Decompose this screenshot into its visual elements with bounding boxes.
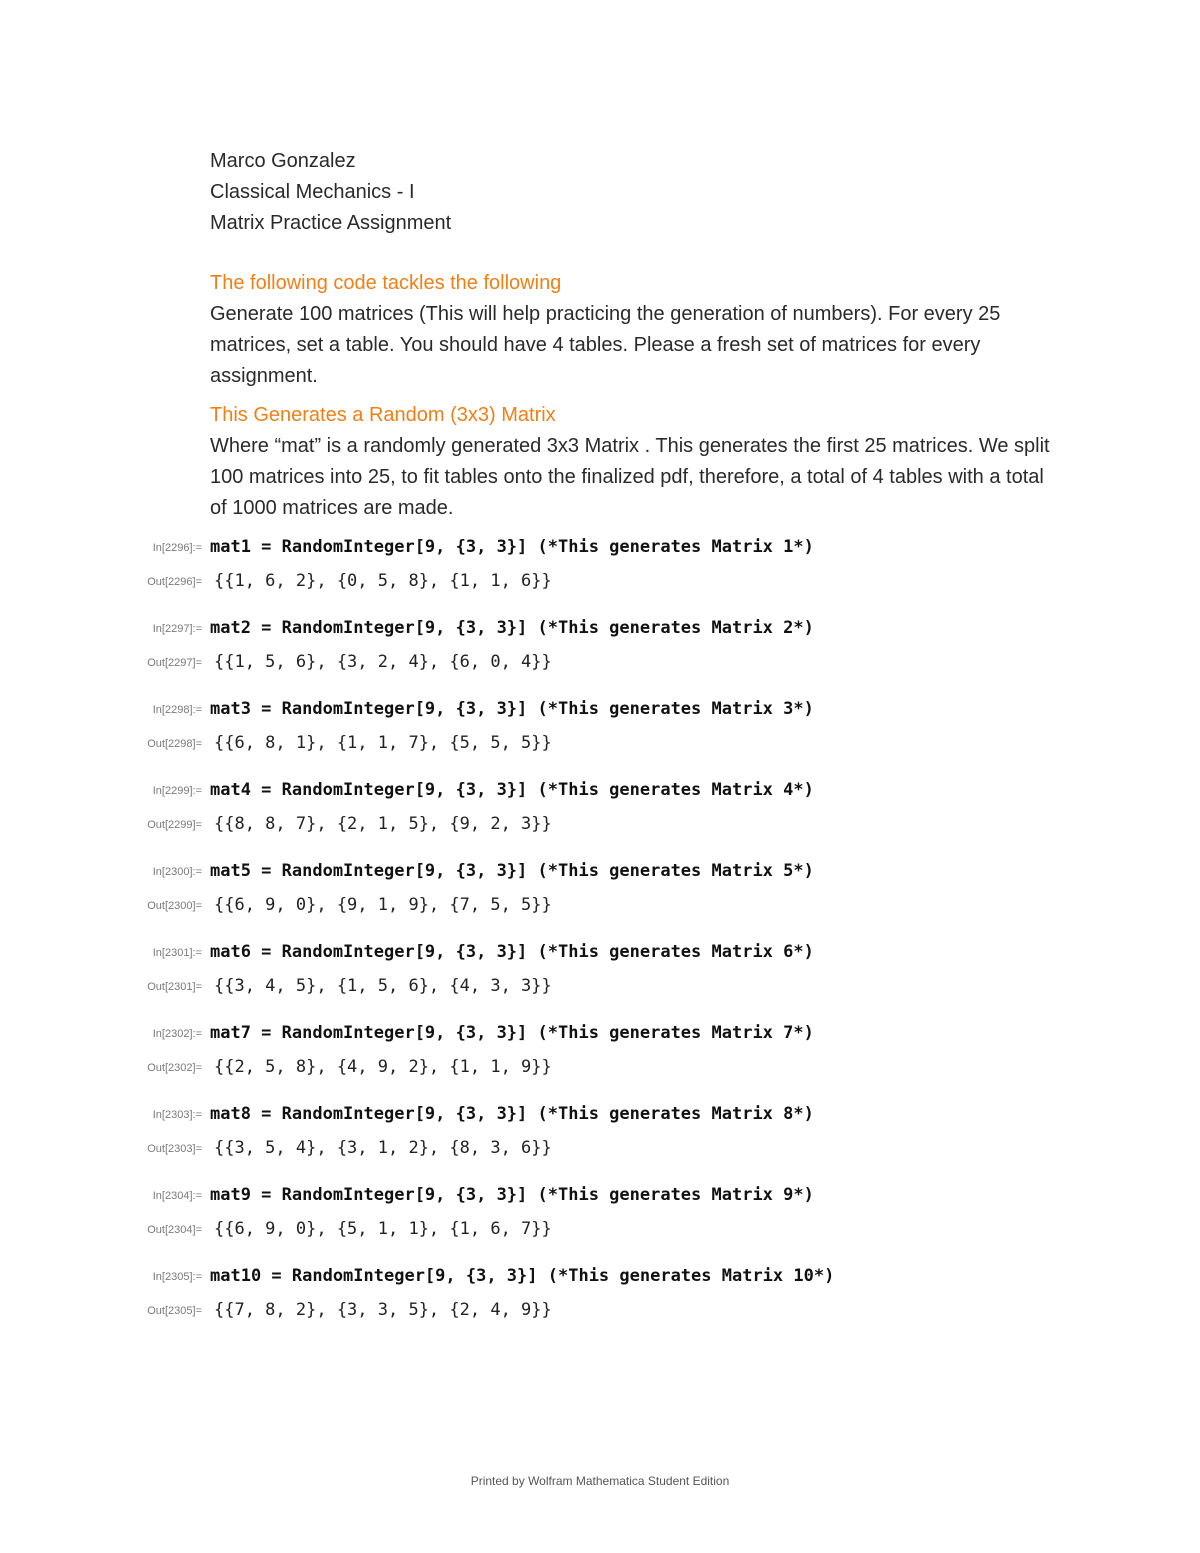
- print-footer: Printed by Wolfram Mathematica Student Edition: [470, 1474, 730, 1488]
- output-cell: [0, 1053, 1200, 1087]
- output-label: Out[2300]=: [147, 900, 202, 912]
- output-matrix: {{1, 5, 6}, {3, 2, 4}, {6, 0, 4}}: [214, 652, 552, 672]
- output-matrix: {{6, 9, 0}, {5, 1, 1}, {1, 6, 7}}: [214, 1219, 552, 1239]
- section-title-task: The following code tackles the following: [210, 272, 562, 294]
- input-cell[interactable]: [0, 1262, 1200, 1296]
- input-code[interactable]: mat5 = RandomInteger[9, {3, 3}] (*This generates Matrix 5*): [210, 861, 814, 881]
- input-code[interactable]: mat9 = RandomInteger[9, {3, 3}] (*This generates Matrix 9*): [210, 1185, 814, 1205]
- output-matrix: {{3, 4, 5}, {1, 5, 6}, {4, 3, 3}}: [214, 976, 552, 996]
- output-label: Out[2303]=: [147, 1143, 202, 1155]
- input-label: In[2297]:=: [152, 623, 202, 635]
- output-label: Out[2299]=: [147, 819, 202, 831]
- input-label: In[2304]:=: [152, 1190, 202, 1202]
- output-matrix: {{8, 8, 7}, {2, 1, 5}, {9, 2, 3}}: [214, 814, 552, 834]
- input-label: In[2300]:=: [152, 866, 202, 878]
- input-code[interactable]: mat3 = RandomInteger[9, {3, 3}] (*This generates Matrix 3*): [210, 699, 814, 719]
- input-cell[interactable]: [0, 938, 1200, 972]
- output-cell: [0, 1296, 1200, 1330]
- output-cell: [0, 1215, 1200, 1249]
- output-label: Out[2296]=: [147, 576, 202, 588]
- output-cell: [0, 648, 1200, 682]
- output-matrix: {{6, 9, 0}, {9, 1, 9}, {7, 5, 5}}: [214, 895, 552, 915]
- input-label: In[2296]:=: [152, 542, 202, 554]
- assignment-title: Matrix Practice Assignment: [210, 212, 452, 234]
- input-cell[interactable]: [0, 614, 1200, 648]
- output-matrix: {{3, 5, 4}, {3, 1, 2}, {8, 3, 6}}: [214, 1138, 552, 1158]
- input-label: In[2305]:=: [152, 1271, 202, 1283]
- author-name: Marco Gonzalez: [210, 150, 356, 172]
- input-cell[interactable]: [0, 1181, 1200, 1215]
- input-code[interactable]: mat8 = RandomInteger[9, {3, 3}] (*This generates Matrix 8*): [210, 1104, 814, 1124]
- input-cell[interactable]: [0, 695, 1200, 729]
- input-label: In[2303]:=: [152, 1109, 202, 1121]
- output-label: Out[2297]=: [147, 657, 202, 669]
- input-cell[interactable]: [0, 533, 1200, 567]
- output-matrix: {{1, 6, 2}, {0, 5, 8}, {1, 1, 6}}: [214, 571, 552, 591]
- output-label: Out[2305]=: [147, 1305, 202, 1317]
- input-cell[interactable]: [0, 1019, 1200, 1053]
- input-cell[interactable]: [0, 1100, 1200, 1134]
- output-label: Out[2301]=: [147, 981, 202, 993]
- input-label: In[2302]:=: [152, 1028, 202, 1040]
- output-cell: [0, 1134, 1200, 1168]
- input-code[interactable]: mat7 = RandomInteger[9, {3, 3}] (*This generates Matrix 7*): [210, 1023, 814, 1043]
- output-matrix: {{2, 5, 8}, {4, 9, 2}, {1, 1, 9}}: [214, 1057, 552, 1077]
- section-body-task: Generate 100 matrices (This will help practicing the generation of numbers). For every 25 matrices, set a table. You should have 4 tables. Please a fresh set of matrices for every assignment.: [210, 303, 1001, 387]
- course-name: Classical Mechanics - I: [210, 181, 415, 203]
- output-matrix: {{7, 8, 2}, {3, 3, 5}, {2, 4, 9}}: [214, 1300, 552, 1320]
- input-label: In[2301]:=: [152, 947, 202, 959]
- input-cell[interactable]: [0, 857, 1200, 891]
- output-label: Out[2304]=: [147, 1224, 202, 1236]
- input-code[interactable]: mat4 = RandomInteger[9, {3, 3}] (*This generates Matrix 4*): [210, 780, 814, 800]
- output-cell: [0, 810, 1200, 844]
- output-cell: [0, 729, 1200, 763]
- section-title-generator: This Generates a Random (3x3) Matrix: [210, 404, 556, 426]
- input-code[interactable]: mat2 = RandomInteger[9, {3, 3}] (*This generates Matrix 2*): [210, 618, 814, 638]
- input-label: In[2298]:=: [152, 704, 202, 716]
- input-code[interactable]: mat10 = RandomInteger[9, {3, 3}] (*This generates Matrix 10*): [210, 1266, 835, 1286]
- output-cell: [0, 972, 1200, 1006]
- output-label: Out[2302]=: [147, 1062, 202, 1074]
- output-cell: [0, 567, 1200, 601]
- section-body-generator: Where “mat” is a randomly generated 3x3 Matrix . This generates the first 25 matrices. We split 100 matrices into 25, to fit tables onto the finalized pdf, therefore, a total of 4 tables with a total of 1000 matrices are made.: [210, 435, 1050, 519]
- output-matrix: {{6, 8, 1}, {1, 1, 7}, {5, 5, 5}}: [214, 733, 552, 753]
- input-cell[interactable]: [0, 776, 1200, 810]
- output-cell: [0, 891, 1200, 925]
- input-code[interactable]: mat6 = RandomInteger[9, {3, 3}] (*This generates Matrix 6*): [210, 942, 814, 962]
- input-label: In[2299]:=: [152, 785, 202, 797]
- document-header: [210, 146, 451, 239]
- input-code[interactable]: mat1 = RandomInteger[9, {3, 3}] (*This generates Matrix 1*): [210, 537, 814, 557]
- output-label: Out[2298]=: [147, 738, 202, 750]
